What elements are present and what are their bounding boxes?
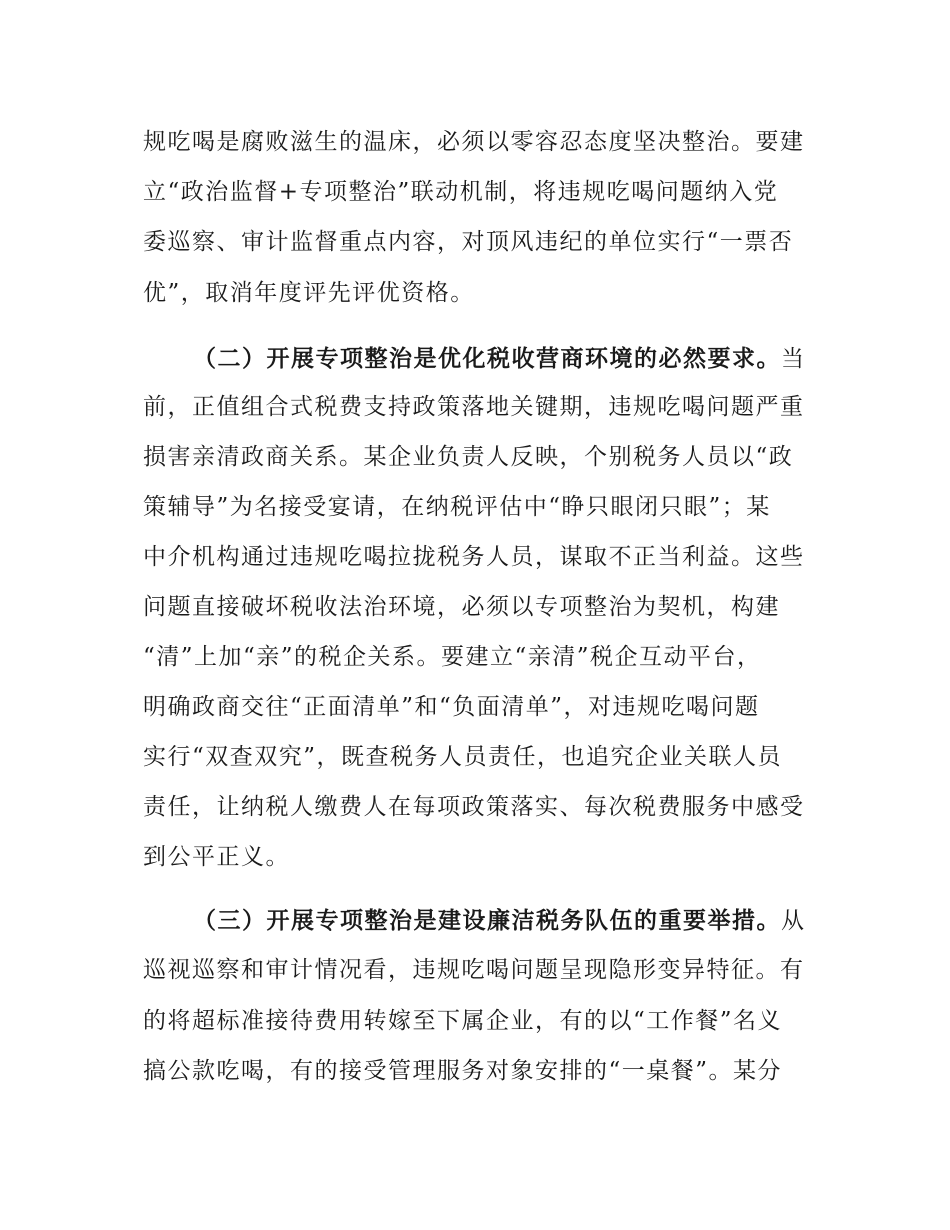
paragraph-2-first-line bbox=[193, 345, 806, 373]
paragraph-2-line-10: 责任，让纳税人缴费人在每项政策落实、每次税费服务中感受 bbox=[143, 794, 805, 820]
paragraph-2-first-line-rest: 当 bbox=[781, 346, 806, 372]
paragraph-2-line-6: 问题直接破坏税收法治环境，必须以专项整治为契机，构建 bbox=[143, 594, 780, 620]
paragraph-3-first-line-rest: 从 bbox=[781, 908, 806, 934]
paragraph-2-line-11: 到公平正义。 bbox=[143, 844, 290, 870]
paragraph-2-line-2: 前，正值组合式税费支持政策落地关键期，违规吃喝问题严重 bbox=[143, 394, 805, 420]
paragraph-2-line-4: 策辅导”为名接受宴请，在纳税评估中“睁只眼闭只眼”；某 bbox=[143, 494, 771, 520]
paragraph-3-line-4: 搞公款吃喝，有的接受管理服务对象安排的“一桌餐”。某分 bbox=[143, 1058, 783, 1084]
paragraph-2-line-5: 中介机构通过违规吃喝拉拢税务人员，谋取不正当利益。这些 bbox=[143, 544, 805, 570]
paragraph-3-first-line bbox=[193, 907, 806, 935]
paragraph-1-line-1: 规吃喝是腐败滋生的温床，必须以零容忍态度坚决整治。要建 bbox=[143, 129, 805, 155]
paragraph-2-heading: （二）开展专项整治是优化税收营商环境的必然要求。 bbox=[193, 346, 781, 372]
paragraph-1-line-2: 立“政治监督+专项整治”联动机制，将违规吃喝问题纳入党 bbox=[143, 179, 779, 205]
paragraph-1-line-3: 委巡察、审计监督重点内容，对顶风违纪的单位实行“一票否 bbox=[143, 229, 794, 255]
paragraph-3-line-3: 的将超标准接待费用转嫁至下属企业，有的以“工作餐”名义 bbox=[143, 1008, 783, 1034]
paragraph-3-heading: （三）开展专项整治是建设廉洁税务队伍的重要举措。 bbox=[193, 908, 781, 934]
paragraph-2-line-3: 损害亲清政商关系。某企业负责人反映，个别税务人员以“政 bbox=[143, 444, 794, 470]
paragraph-1-line-4: 优”，取消年度评先评优资格。 bbox=[143, 280, 475, 306]
paragraph-2-line-9: 实行“双查双究”，既查税务人员责任，也追究企业关联人员 bbox=[143, 744, 783, 770]
paragraph-2-line-8: 明确政商交往“正面清单”和“负面清单”，对违规吃喝问题 bbox=[143, 694, 760, 720]
paragraph-3-line-2: 巡视巡察和审计情况看，违规吃喝问题呈现隐形变异特征。有 bbox=[143, 957, 805, 983]
paragraph-2-line-7: “清”上加“亲”的税企关系。要建立“亲清”税企互动平台， bbox=[143, 644, 762, 670]
